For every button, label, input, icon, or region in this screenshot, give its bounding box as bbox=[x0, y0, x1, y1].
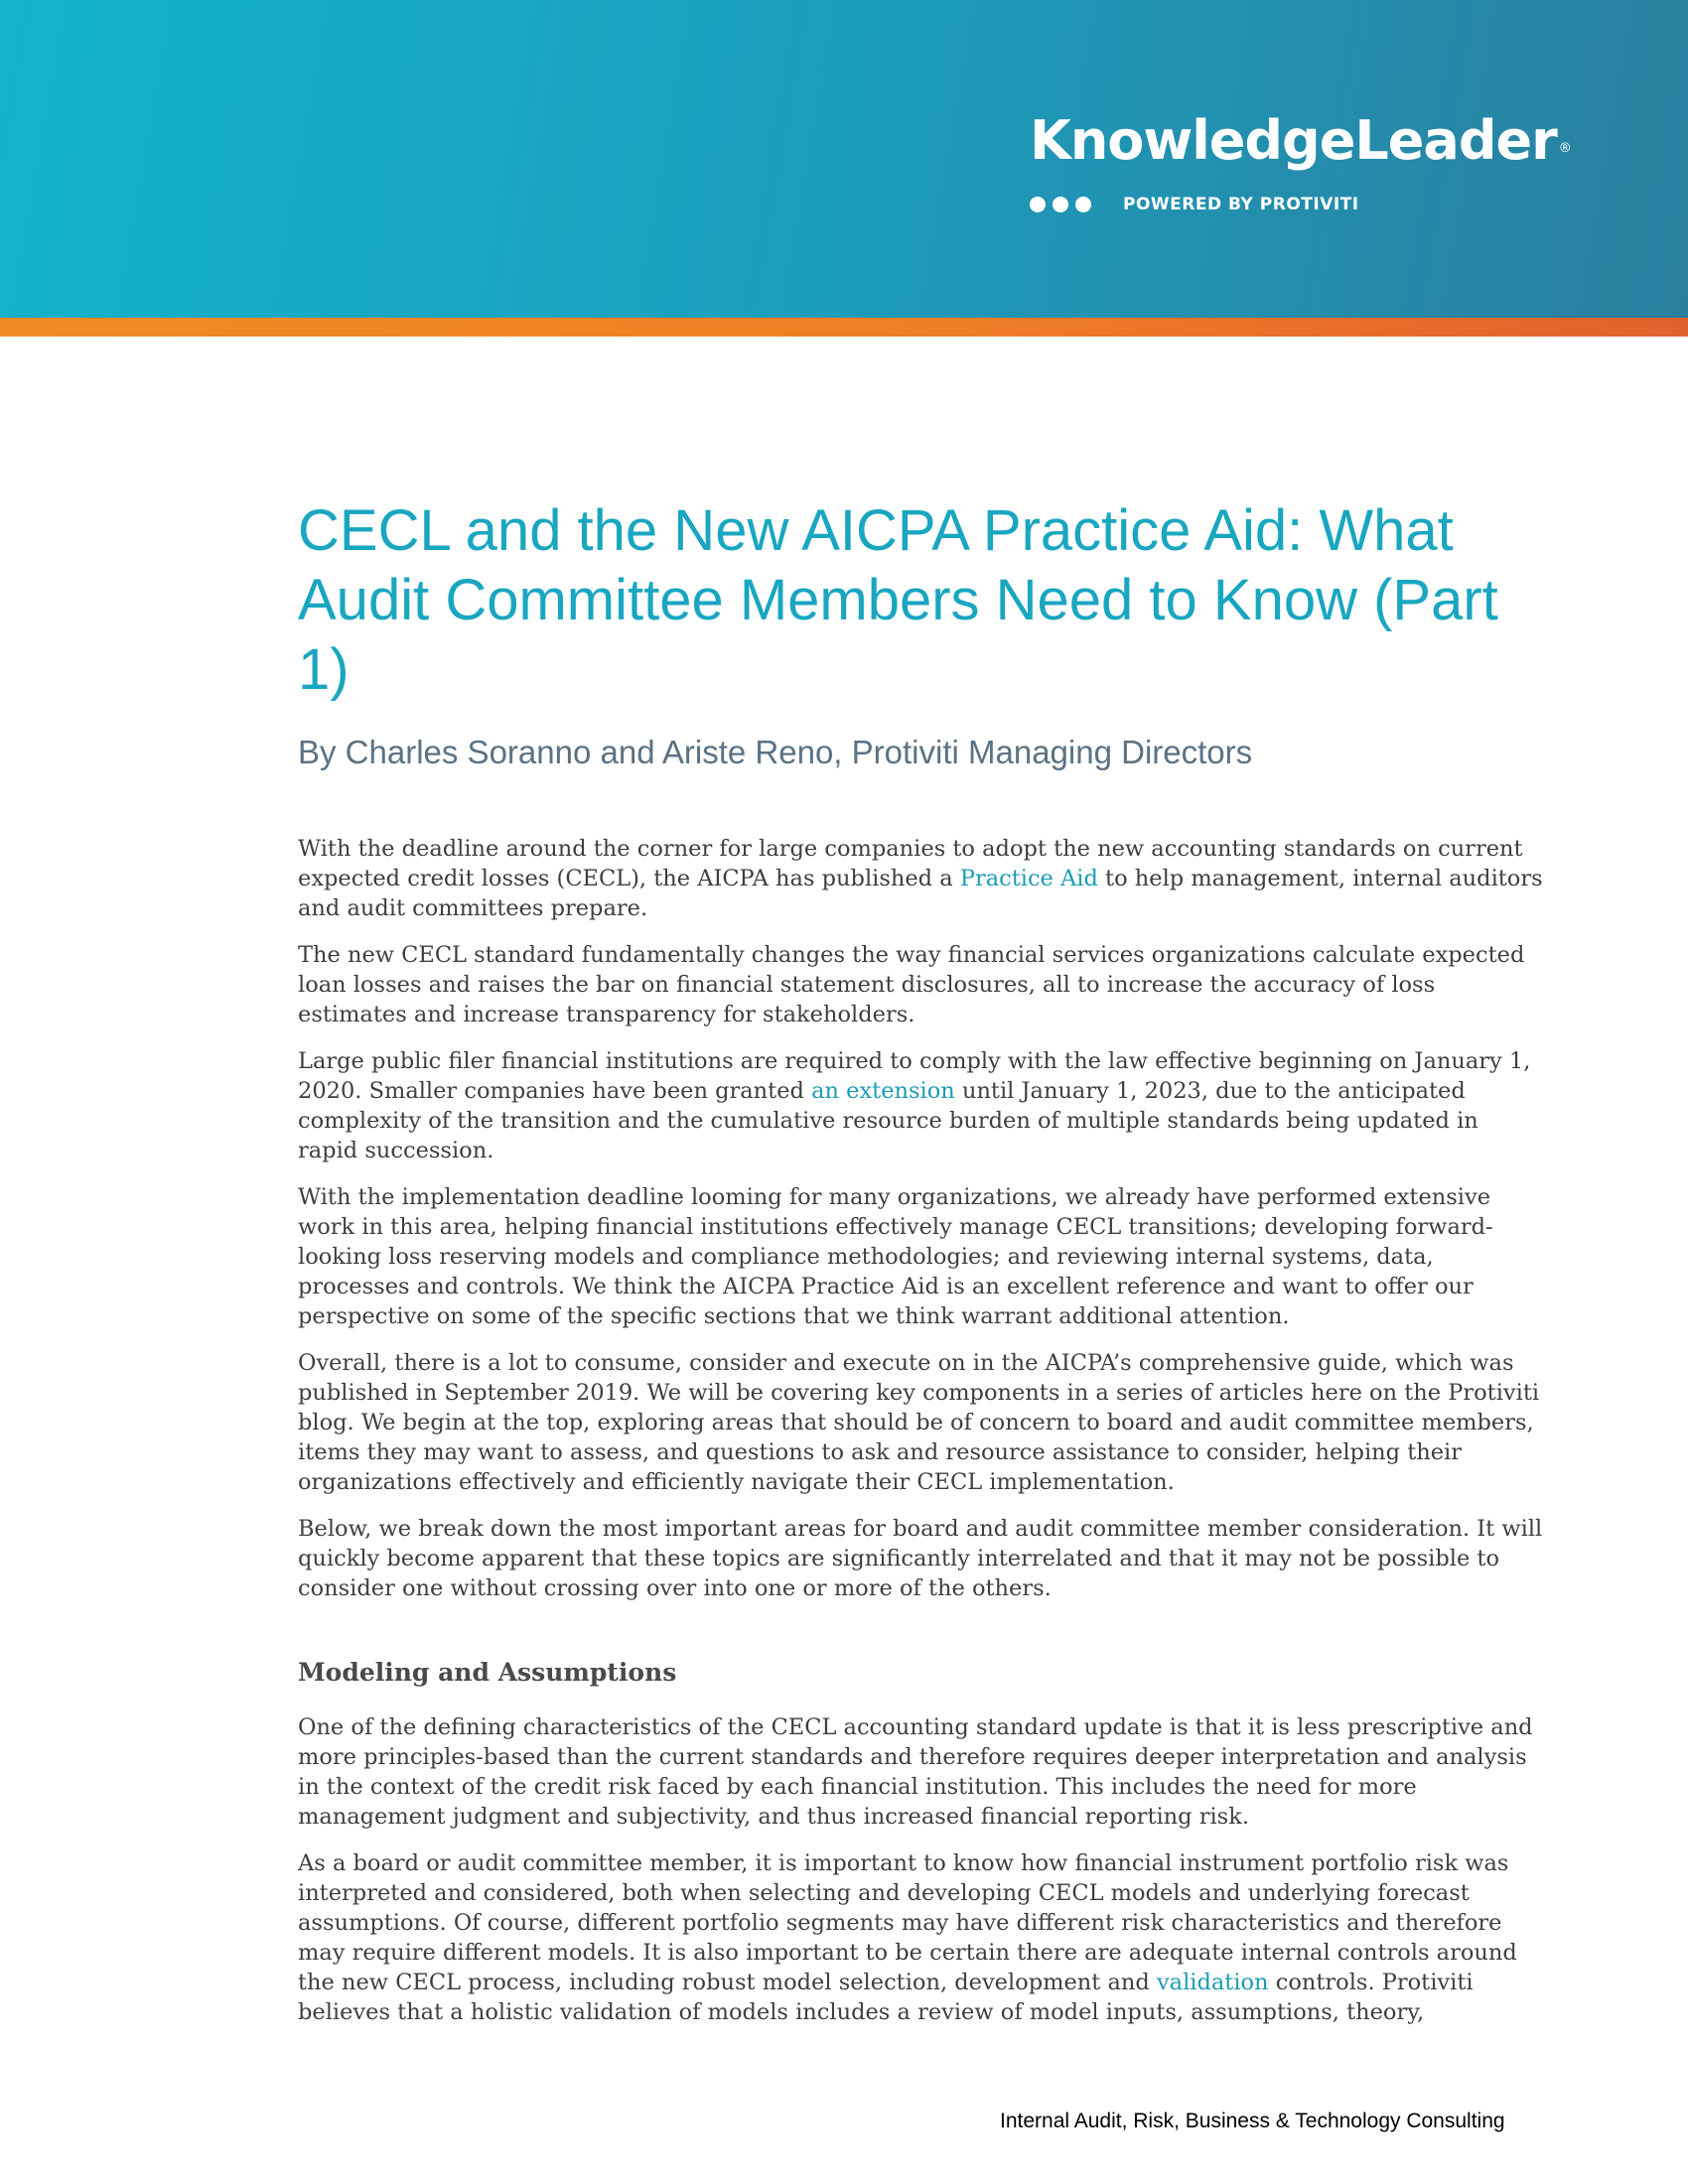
article-byline: By Charles Soranno and Ariste Reno, Protiviti Managing Directors bbox=[298, 734, 1253, 770]
paragraph-3 bbox=[298, 1046, 1544, 1165]
powered-by-label: POWERED BY PROTIVITI bbox=[1123, 195, 1359, 214]
article-title: CECL and the New AICPA Practice Aid: What Audit Committee Members Need to Know (Part 1) bbox=[298, 498, 1498, 702]
brand-logo bbox=[1030, 109, 1571, 214]
paragraph-text: to help management, internal auditors and audit committees prepare. bbox=[298, 866, 1543, 921]
dots-icon bbox=[1030, 197, 1091, 212]
paragraph-6: Below, we break down the most important areas for board and audit committee member consideration. It will quickly become apparent that these topics are significantly interrelated and that it may not be possible to consider one without crossing over into one or more of the others. bbox=[298, 1516, 1543, 1601]
brand-name-text: KnowledgeLeader bbox=[1030, 109, 1557, 172]
paragraph-text: With the deadline around the corner for large companies to adopt the new accounting standards on current expected credit losses (CECL), the AICPA has published a bbox=[298, 836, 1523, 891]
paragraph-5: Overall, there is a lot to consume, consider and execute on in the AICPA’s comprehensive guide, which was published in September 2019. We will be covering key components in a series of articles here on the Protiviti blog. We begin at the top, exploring areas that should be of concern to board and audit committee members, items they may want to assess, and questions to ask and resource assistance to consider, helping their organizations effectively and efficiently navigate their CECL implementation. bbox=[298, 1350, 1540, 1495]
dot-icon bbox=[1030, 197, 1046, 212]
registered-mark: ® bbox=[1558, 141, 1571, 156]
paragraph-text: Large public filer financial institutions are required to comply with the law effective beginning on January 1, 2020. Smaller companies have been granted bbox=[298, 1048, 1531, 1104]
practice-aid-link[interactable]: Practice Aid bbox=[959, 866, 1098, 891]
extension-link[interactable]: an extension bbox=[811, 1078, 955, 1104]
paragraph-7: One of the defining characteristics of the CECL accounting standard update is that it is less prescriptive and more principles-based than the current standards and therefore requires deeper interpretation and analysis in the context of the credit risk faced by each financial institution. This includes the need for more management judgment and subjectivity, and thus increased financial reporting risk. bbox=[298, 1714, 1533, 1830]
brand-subline bbox=[1030, 195, 1566, 214]
dot-icon bbox=[1075, 197, 1091, 212]
accent-bar bbox=[0, 318, 1688, 337]
article bbox=[298, 496, 1544, 2044]
paragraph-4: With the implementation deadline looming for many organizations, we already have performed extensive work in this area, helping financial institutions effectively manage CECL transitions; developing forward-looking loss reserving models and compliance methodologies; and reviewing internal systems, data, processes and controls. We think the AICPA Practice Aid is an excellent reference and want to offer our perspective on some of the specific sections that we think warrant additional attention. bbox=[298, 1184, 1493, 1329]
validation-link[interactable]: validation bbox=[1156, 1970, 1269, 1995]
paragraph-2: The new CECL standard fundamentally changes the way financial services organizations calculate expected loan losses and raises the bar on financial statement disclosures, all to increase the accuracy of loss estimates and increase transparency for stakeholders. bbox=[298, 942, 1525, 1027]
dot-icon bbox=[1053, 197, 1068, 212]
article-body bbox=[298, 834, 1544, 2027]
paragraph-text: controls. Protiviti believes that a holistic validation of models includes a review of model inputs, assumptions, theory, bbox=[298, 1970, 1474, 2025]
paragraph-1 bbox=[298, 834, 1544, 923]
paragraph-text: until January 1, 2023, due to the anticipated complexity of the transition and the cumulative resource burden of multiple standards being updated in rapid succession. bbox=[298, 1078, 1478, 1163]
brand-name bbox=[1030, 109, 1571, 173]
section-heading: Modeling and Assumptions bbox=[298, 1658, 677, 1687]
footer-tagline: Internal Audit, Risk, Business & Technology Consulting bbox=[1000, 2110, 1505, 2132]
paragraph-8 bbox=[298, 1848, 1544, 2027]
paragraph-text: As a board or audit committee member, it is important to know how financial instrument portfolio risk was interpreted and considered, both when selecting and developing CECL models and underlying forecast assumptions. Of course, different portfolio segments may have different risk characteristics and therefore may require different models. It is also important to be certain there are adequate internal controls around the new CECL process, including robust model selection, development and bbox=[298, 1850, 1517, 1995]
header-banner bbox=[0, 0, 1688, 318]
